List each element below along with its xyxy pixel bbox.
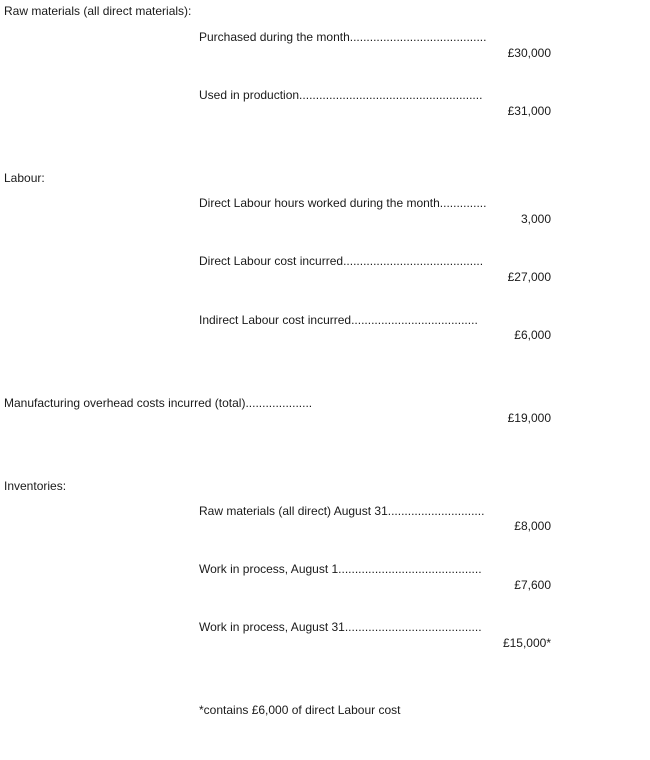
wip-aug31-value: £15,000* — [502, 636, 551, 650]
used-in-production-value: £31,000 — [507, 104, 551, 118]
direct-labour-cost-label: Direct Labour cost incurred.......................................... — [199, 254, 484, 268]
raw-materials-heading: Raw materials (all direct materials): — [4, 4, 192, 18]
raw-materials-aug31-value: £8,000 — [514, 519, 551, 533]
manufacturing-overhead-value: £19,000 — [507, 411, 551, 425]
footnote: *contains £6,000 of direct Labour cost — [199, 703, 401, 717]
indirect-labour-cost-value: £6,000 — [514, 328, 551, 342]
manufacturing-overhead-label: Manufacturing overhead costs incurred (total).................... — [4, 396, 313, 410]
direct-labour-cost-value: £27,000 — [507, 270, 551, 284]
inventories-heading: Inventories: — [4, 479, 67, 493]
wip-aug1-label: Work in process, August 1........................................... — [199, 562, 482, 576]
indirect-labour-cost-label: Indirect Labour cost incurred...................................... — [199, 313, 478, 327]
raw-materials-aug31-label: Raw materials (all direct) August 31............................. — [199, 504, 485, 518]
purchased-label: Purchased during the month......................................... — [199, 30, 487, 44]
direct-labour-hours-value: 3,000 — [520, 212, 551, 226]
purchased-value: £30,000 — [507, 46, 551, 60]
direct-labour-hours-label: Direct Labour hours worked during the month.............. — [199, 196, 487, 210]
used-in-production-label: Used in production....................................................... — [199, 88, 483, 102]
wip-aug1-value: £7,600 — [514, 578, 551, 592]
labour-heading: Labour: — [4, 171, 45, 185]
wip-aug31-label: Work in process, August 31......................................... — [199, 620, 482, 634]
